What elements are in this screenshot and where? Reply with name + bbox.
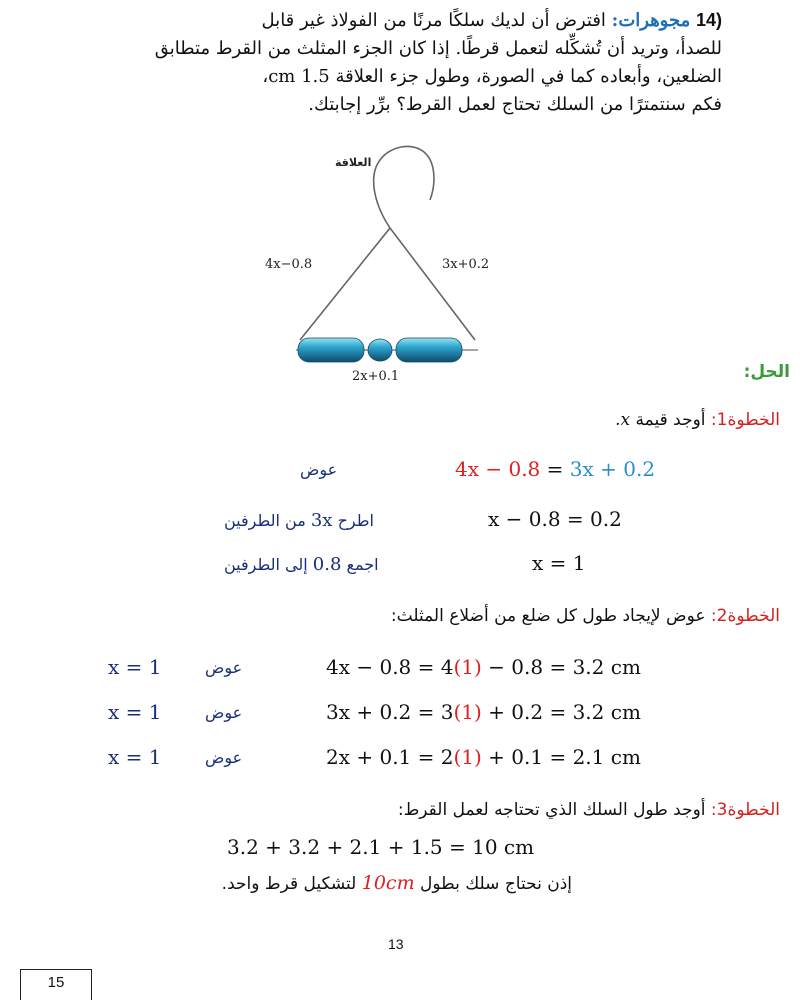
- step3-conclusion: [222, 872, 572, 894]
- problem-line-1: [32, 6, 722, 35]
- step2-row2-equation: [326, 700, 641, 724]
- step1-row2-note-a: اطرح: [337, 511, 374, 530]
- step1-row1-left: 4x − 0.8: [455, 457, 541, 481]
- problem-keyword: مجوهرات:: [611, 10, 691, 31]
- step2-heading: [391, 606, 780, 626]
- step2-row1-b: (1): [453, 655, 482, 679]
- step3-heading: [398, 800, 780, 820]
- step3-conclusion-a: إذن نحتاج سلك بطول: [420, 874, 572, 894]
- problem-text-1: افترض أن لديك سلكًا مرنًا من الفولاذ غير قابل: [261, 10, 606, 31]
- bottom-side-label: 2x+0.1: [352, 369, 400, 380]
- step2-row3-b: (1): [453, 745, 482, 769]
- solution-heading: الحل:: [743, 362, 790, 382]
- step2-row2-x: x = 1: [108, 700, 162, 724]
- step1-heading: [615, 410, 780, 430]
- step1-row3-note-a: اجمع: [346, 555, 379, 574]
- left-side-wire: [300, 228, 390, 340]
- footer-page-box: 15: [20, 969, 92, 1000]
- step1-row3-note: [224, 554, 379, 575]
- step1-row3-note-b: 0.8: [312, 554, 342, 575]
- step1-row1-note: عوض: [300, 460, 338, 479]
- step2-row2-note: عوض: [205, 703, 243, 722]
- right-side-wire: [390, 228, 475, 340]
- step2-row3-c: + 0.1 = 2.1 cm: [481, 745, 641, 769]
- step2-text: عوض لإيجاد طول كل ضلع من أضلاع المثلث:: [390, 606, 706, 626]
- step1-row1-mid: =: [540, 457, 570, 481]
- step2-row3-a: 2x + 0.1 = 2: [326, 745, 454, 769]
- problem-statement: [32, 6, 722, 119]
- step1-row1-right: 3x + 0.2: [569, 457, 656, 481]
- problem-line-3: الضلعين، وأبعاده كما في الصورة، وطول جزء العلاقة 1.5 cm،: [262, 66, 722, 87]
- hook-wire: [374, 146, 434, 228]
- step2-row2-b: (1): [453, 700, 482, 724]
- step2-row3-note: عوض: [205, 748, 243, 767]
- step1-row3-equation: x = 1: [532, 551, 586, 575]
- step2-label: الخطوة2:: [710, 606, 780, 626]
- step2-row1-a: 4x − 0.8 = 4: [326, 655, 454, 679]
- step3-conclusion-c: لتشكيل قرط واحد.: [221, 874, 357, 894]
- step1-row2-note-c: من الطرفين: [224, 511, 306, 530]
- step1-row2-note-b: 3x: [310, 510, 333, 531]
- step1-text: أوجد قيمة: [635, 410, 706, 430]
- step2-row3-equation: [326, 745, 641, 769]
- step3-text: أوجد طول السلك الذي تحتاجه لعمل القرط:: [397, 800, 706, 820]
- step1-row3-note-c: إلى الطرفين: [224, 555, 308, 574]
- step2-row1-equation: [326, 655, 641, 679]
- hook-label: العلاقة: [335, 156, 372, 169]
- step1-row2-note: [224, 510, 374, 531]
- earring-figure: [250, 140, 530, 380]
- step1-row1-equation: [455, 457, 655, 481]
- step3-label: الخطوة3:: [710, 800, 780, 820]
- step1-row2-equation: x − 0.8 = 0.2: [488, 507, 622, 531]
- problem-number: 14): [695, 10, 722, 30]
- step2-row1-c: − 0.8 = 3.2 cm: [481, 655, 641, 679]
- page-number: 13: [388, 936, 404, 952]
- bead-center: [368, 339, 392, 361]
- problem-line-4: فكم سنتمترًا من السلك تحتاج لعمل القرط؟ برِّر إجابتك.: [308, 94, 722, 115]
- step2-row3-x: x = 1: [108, 745, 162, 769]
- bead-left: [298, 338, 364, 362]
- step2-row2-a: 3x + 0.2 = 3: [326, 700, 454, 724]
- step3-sum: 3.2 + 3.2 + 2.1 + 1.5 = 10 cm: [227, 835, 535, 859]
- bead-right: [396, 338, 462, 362]
- step3-conclusion-b: 10cm: [361, 872, 415, 894]
- right-side-label: 3x+0.2: [442, 257, 490, 272]
- step1-var: x.: [615, 410, 631, 430]
- step2-row1-x: x = 1: [108, 655, 162, 679]
- step2-row2-c: + 0.2 = 3.2 cm: [481, 700, 641, 724]
- step2-row1-note: عوض: [205, 658, 243, 677]
- earring-diagram: [250, 140, 530, 380]
- problem-line-2: للصدأ، وتريد أن تُشكِّله لتعمل قرطًا. إذا كان الجزء المثلث من القرط متطابق: [154, 38, 722, 59]
- step1-label: الخطوة1:: [710, 410, 780, 430]
- left-side-label: 4x−0.8: [265, 257, 313, 272]
